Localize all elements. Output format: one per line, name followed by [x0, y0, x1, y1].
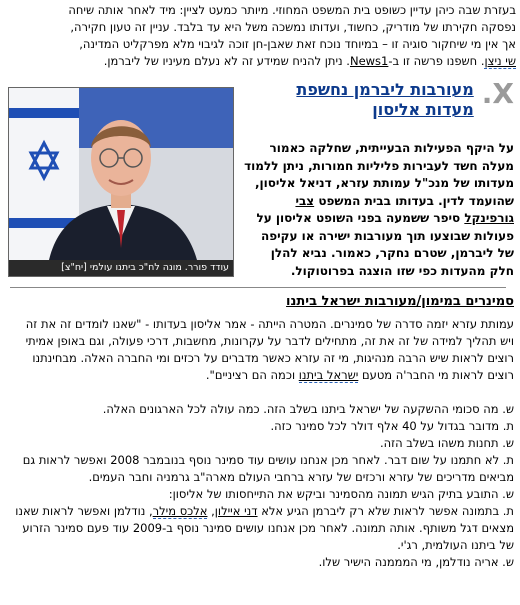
link-news1[interactable]: News1	[349, 54, 389, 68]
intro-text: . חשפנו פרשה זו ב-	[388, 54, 485, 68]
article-heading	[246, 77, 514, 120]
section-body	[12, 316, 514, 571]
article-body	[244, 140, 514, 280]
qa-text: ,	[207, 504, 215, 518]
qa-line	[12, 503, 514, 554]
section-text: וכמה הם רציניים".	[205, 368, 299, 382]
qa-line: ת. לא חתמנו על שום דבר. לאחר מכן אנחנו עושים עוד סמינר נוסף בנובמבר 2008 ואפשר לראות גם מביאים מדריכים של עזרא ורכזים של עזרא ברחבי העולם מארה"ב גרמניה וחבר העמים.	[22, 453, 514, 484]
section-marker: X.	[481, 77, 514, 110]
section-text: עמותת עזרא יזמה סדרה של סמינרים. המטרה הייתה - אמר אליסון בעדותו - "שאנו לומדים זה את זה ויש תהליך למידה של זה את זה, מתחילים לדבר על עקרונות, מחשבות, דרכי פעולה, וגם באופן אמיתי רוצים לראות שיש הרבה מנהיגות, מי זה עזרא כאשר מדברים על רכזים ומי החברה האלה. מבחינתנו רוצים לראות מי החבר'ה מטעם	[25, 317, 514, 382]
link-tzvi-gurfinkel[interactable]: צבי גורפינקל	[295, 193, 514, 225]
link-alex-miller[interactable]: אלכס מילר	[152, 504, 208, 518]
article-title-link[interactable]: מעורבות ליברמן נחשפת מעדות אליסון	[296, 80, 474, 119]
article-text: סיפר ששמעה בפני השופט אליסון על פעולות שבוצעו תוך מעורבות ישירה או עקיפה של ליברמן, שטרם נחקר, כאמור. נביא להלן חלק מהעדות כפי שזו הוצגה בפרוטוקול.	[256, 211, 514, 278]
qa-line: ת. מדובר בגדול על 40 אלף דולר לכל סמינר כזה.	[270, 419, 514, 433]
intro-text: . ניתן להניח שמידע זה לא נעלם מעיניו של ליברמן.	[103, 54, 350, 68]
section-paragraph	[12, 316, 514, 384]
section-heading: סמינרים במימון/מעורבות ישראל ביתנו	[286, 294, 514, 309]
article-text: על היקף הפעילות הבעייתית, שחלקה כאמור מעלה חשד לעבירות פליליות חמורות, ניתן ללמוד מעדותו של מנכ"ל עמותת עזרא, דניאל אליסון, שהועמד לדין. בעדותו בבית המשפט	[244, 141, 514, 208]
qa-text: ת. בתמונה אפשר לראות שלא רק ליברמן הגיע אלא	[257, 504, 514, 518]
article-paragraph	[244, 140, 514, 280]
qa-line: ש. אריה נודלמן, מי המממנה הישיר שלו.	[318, 555, 514, 569]
qa-text: , נודלמן ואפשר לראות שאנו מצאים דגל משותף. אותה תמונה. לאחר מכן אנחנו עושים סמינר נוסף ב-2009 עוד פעם סמינר הזרוע של ביתנו העולמית, רג'י.	[15, 504, 514, 552]
intro-line: נפסקה חקירתו של מודריק, כחשוד, ועדותו נמשכה משל היא עד בלבד. עניין זה טעון חקירה,	[70, 20, 516, 34]
link-danny-ayalon[interactable]: דני איילון	[214, 504, 258, 518]
link-shai-nitzan[interactable]: שי ניצן	[484, 54, 516, 68]
intro-line: אך אין מי שיחקור סוגיה זו – במיוחד נוכח זאת שאבן-חן זוכה לגיבוי מלא מפרקליט המדינה,	[79, 37, 516, 51]
link-israel-beytenu[interactable]: ישראל ביתנו	[298, 368, 359, 382]
qa-line: ש. התובע בתיק הגיש תמונה מהסמינר וביקש את התייחסותו של אליסון:	[168, 487, 514, 501]
qa-line: ש. מה סכומי ההשקעה של ישראל ביתנו בשלב הזה. כמה עולה לכל הארגונים האלה.	[102, 402, 514, 416]
photo-caption: עודד פורר. מונה לח"כ ביתנו עולמי [יח"צ]	[9, 260, 233, 276]
article-photo	[8, 87, 234, 277]
intro-line: בעזרת שבה כיהן עדיין כשופט בית המשפט המחוזי. מיותר כמעט לציין: מיד לאחר אותה שיחה	[68, 3, 516, 17]
intro-line	[8, 53, 516, 70]
qa-line: ש. תחנות משהו בשלב הזה.	[379, 436, 514, 450]
section-divider	[10, 287, 506, 288]
portrait-image	[9, 88, 233, 260]
intro-paragraph	[8, 2, 516, 70]
